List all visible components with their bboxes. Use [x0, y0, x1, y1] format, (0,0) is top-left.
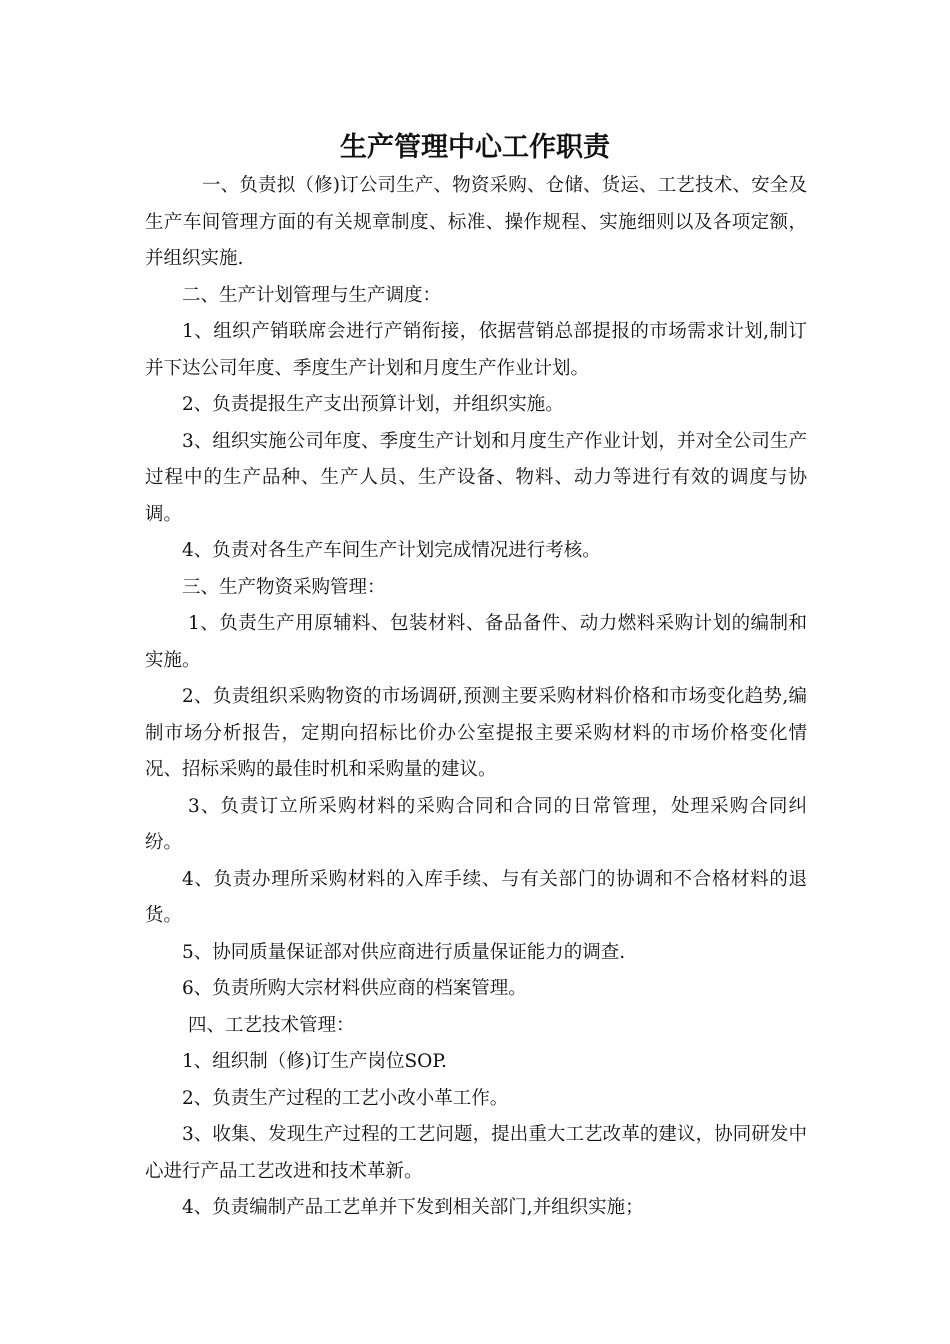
paragraph: 5、协同质量保证部对供应商进行质量保证能力的调查. [182, 941, 626, 963]
paragraph: 6、负责所购大宗材料供应商的档案管理。 [182, 978, 527, 999]
section-heading: 三、生产物资采购管理： [182, 576, 386, 598]
paragraph: 3、收集、发现生产过程的工艺问题，提出重大工艺改革的建议，协同研发中心进行产品工艺改进和技术革新。 [145, 1124, 807, 1182]
paragraph: 3、负责订立所采购材料的采购合同和合同的日常管理，处理采购合同纠纷。 [145, 795, 807, 853]
paragraph: 1、组织制（修)订生产岗位SOP. [182, 1051, 447, 1072]
section-heading: 四、工艺技术管理： [188, 1014, 355, 1036]
paragraph: 一、负责拟（修)订公司生产、物资采购、仓储、货运、工艺技术、安全及生产车间管理方面的有关规章制度、标准、操作规程、实施细则以及各项定额，并组织实施. [145, 175, 807, 269]
paragraph: 4、负责对各生产车间生产计划完成情况进行考核。 [182, 540, 601, 561]
paragraph: 4、负责编制产品工艺单并下发到相关部门,并组织实施； [182, 1197, 644, 1218]
paragraph: 3、组织实施公司年度、季度生产计划和月度生产作业计划，并对全公司生产过程中的生产品种、生产人员、生产设备、物料、动力等进行有效的调度与协调。 [145, 430, 807, 525]
paragraph: 2、负责组织采购物资的市场调研,预测主要采购材料价格和市场变化趋势,编制市场分析报告，定期向招标比价办公室提报主要采购材料的市场价格变化情况、招标采购的最佳时机和采购量的建议。 [145, 686, 807, 780]
paragraph: 2、负责提报生产支出预算计划，并组织实施。 [182, 394, 564, 415]
paragraph: 4、负责办理所采购材料的入库手续、与有关部门的协调和不合格材料的退货。 [145, 868, 807, 926]
document-title: 生产管理中心工作职责 [340, 132, 610, 163]
section-heading: 二、生产计划管理与生产调度： [182, 284, 442, 306]
document-body [145, 168, 807, 1227]
paragraph: 2、负责生产过程的工艺小改小革工作。 [182, 1087, 509, 1109]
paragraph: 1、负责生产用原辅料、包装材料、备品备件、动力燃料采购计划的编制和实施。 [145, 613, 807, 671]
paragraph: 1、组织产销联席会进行产销衔接，依据营销总部提报的市场需求计划,制订并下达公司年度、季度生产计划和月度生产作业计划。 [145, 321, 807, 379]
